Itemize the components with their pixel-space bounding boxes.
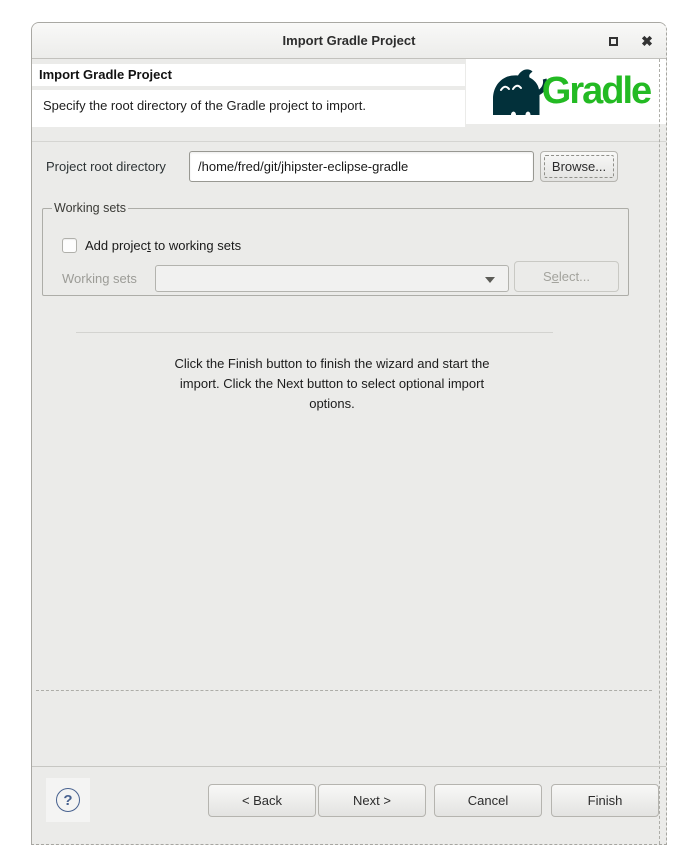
message-separator [76,332,553,333]
button-bar-separator [32,766,666,767]
right-edge-guide [659,59,660,844]
browse-button[interactable] [540,151,618,182]
maximize-icon [609,37,618,46]
title-bar[interactable] [32,23,666,59]
chevron-down-icon [485,277,495,283]
root-directory-input[interactable] [189,151,534,182]
working-sets-group-label: Working sets [54,201,127,215]
wizard-header [32,59,666,142]
working-sets-combo[interactable] [155,265,509,292]
close-icon: ✖ [641,33,653,49]
progress-area-divider [36,690,652,691]
wizard-info-message [132,354,532,414]
import-gradle-dialog [31,22,667,845]
help-button[interactable] [46,778,90,822]
gradle-logo [466,59,666,124]
working-sets-label: Working sets [62,271,137,286]
window-title: Import Gradle Project [282,33,416,48]
info-line-1: Click the Finish button to finish the wizard and start the [174,356,490,371]
help-icon: ? [56,788,80,812]
working-sets-combo-row [62,263,620,294]
close-button[interactable] [634,23,660,59]
add-to-working-sets-label: Add project to working sets [85,238,242,253]
browse-button-label: Browse... [551,159,607,174]
wizard-message: Specify the root directory of the Gradle project to import. [32,90,465,127]
finish-button[interactable]: Finish [551,784,659,817]
working-sets-group [42,201,629,296]
add-to-working-sets-row [62,238,241,253]
info-line-2: import. Click the Next button to select optional import [179,376,485,391]
cancel-button[interactable]: Cancel [434,784,542,817]
next-button[interactable]: Next > [318,784,426,817]
maximize-button[interactable] [600,23,626,59]
add-to-working-sets-checkbox[interactable] [62,238,77,253]
gradle-logo-text: Gradle [541,70,651,112]
back-button[interactable]: < Back [208,784,316,817]
root-directory-label: Project root directory [46,159,166,174]
select-working-sets-button[interactable]: Select... [514,261,619,292]
info-line-3: options. [309,396,355,411]
wizard-title: Import Gradle Project [32,64,465,86]
